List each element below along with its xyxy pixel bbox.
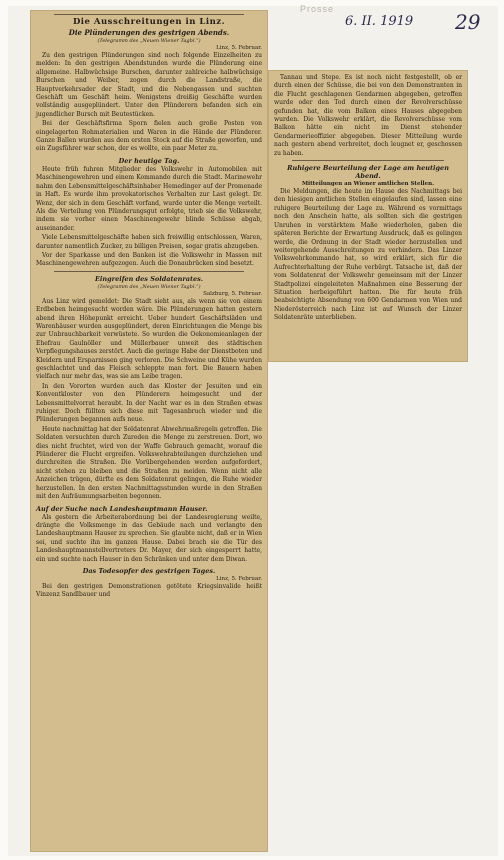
paragraph: Bei den gestrigen Demonstrationen getötete Kriegsinvalide heißt Vinzenz Sandlbauer und — [36, 582, 262, 599]
section-heading: Ruhigere Beurteilung der Lage am heutigen Abend. — [287, 164, 449, 181]
paragraph: Zu den gestrigen Plünderungen sind noch folgende Einzelheiten zu melden: In den gestrigen Abendstunden wurde die Plünderung eine allgemeine. Halbwüchsige Burschen, darunter zahlreiche halbwüchsige Burschen und Weiber, zogen durch die Landstraße, die Hauptverkehrsader der Stadt, und die Nebengassen und suchten Geschäft um Geschäft heim. Wenigstens dreißig Geschäfte wurden vollständig ausgeplündert. Unter den Plünderern befanden sich ein jugendlicher Bursch mit Beutestücken. — [36, 52, 262, 118]
section-rule — [54, 271, 244, 272]
paragraph: Viele Lebensmittelgeschäfte haben sich freiwillig entschlossen, Waren, darunter namentlich Zucker, zu billigen Preisen, sogar gratis abzugeben. — [36, 234, 262, 250]
section-subheading: Mitteilungen an Wiener amtlichen Stellen. — [301, 181, 435, 188]
paragraph: Tannau und Stepe. Es ist noch nicht festgestellt, ob er durch einen der Schüsse, die bei von den Demonstranten in die Flucht geschlagenen Gendarmen abgegeben, getroffen wurde oder den Tod durch einen der Revolverschüsse gefunden hat, die vom Balkon eines Hauses abgegeben wurden. Die Volkswehr erklärt, die Revolverschüsse vom Balkon hätte ein nicht im Dienst stehender Gendarmerieoffizier abgegeben. Dieser Mitteilung wurde nach gestern abend verbreitet, doch leugnet er, geschossen zu haben. — [274, 74, 462, 157]
paragraph: Bei der Geschäftsfirma Sporn fielen auch große Posten von eingelagerten Rohmaterialien und Waren in die Hände der Plünderer. Ganze Ballen wurden aus dem ersten Stock auf die Straße geworfen, und ein Zugsführer war schon, der es wollte, ein paar Meter zu. — [36, 120, 262, 153]
telegram-source: (Telegramm des „Neuen Wiener Tagbl.“) — [97, 38, 201, 44]
dateline: Salzburg, 5. Februar. — [203, 290, 262, 297]
paragraph: Heute früh fuhren Mitglieder des Volkswehr in Automobilen mit Maschinengewehren und einem Kommando durch die Stadt. Marinewehr nahm den Lebensmittelgeschäftsinhaber Hemedinger auf der Promenade in Haft. Es wurde ihm provokatorisches Verhalten zur Last gelegt. Dr. Wenz, der sich in dem Geschäft vorfand, wurde unter die Menge verteilt. Als die Verteilung von Plünderungsgut erfolgte, trieb sie die Volkswehr, indem sie vorher einen Maschinengewehr blinde Schüsse abgab, auseinander. — [36, 165, 262, 232]
dateline: Linz, 5. Februar. — [216, 45, 262, 51]
archive-stamp: Prosse — [300, 4, 335, 14]
section-heading: Das Todesopfer des gestrigen Tages. — [82, 566, 216, 575]
paragraph: Die Meldungen, die heute im Hause des Nachmittags bei den hiesigen amtlichen Stellen eingelaufen sind, lassen eine ruhigere Beurteilung der Lage zu. Während es vormittags noch den Anschein hatte, als sollten sich die gestrigen Unruhen in verstärktem Maße wiederholen, gaben die späteren Berichte der Erwartung Ausdruck, daß es gelingen werde, die Ordnung in der Stadt wieder herzustellen und weitergehende Ausschreitungen zu verhindern. Das Linzer Volkswehrkommando hat, so wird erklärt, sich für die Aufrechterhaltung der Ruhe verbürgt. Tatsache ist, daß der vom Soldatenrat der Volkswehr gemeinsam mit der Linzer Stadtpolizei eingeleiteten Maßnahmen eine Besserung der Situation herbeigeführt hatten. Die für heute früh beabsichtigte Absendung von 600 Gendarmen von Wien und Niederösterreich nach Linz ist auf Wunsch der Linzer Soldatenräte unterblieben. — [274, 188, 462, 322]
section-heading: Eingreifen des Soldatenrates. — [94, 274, 204, 283]
newspaper-clipping-left — [30, 10, 268, 852]
paragraph: In den Vororten wurden auch das Kloster der Jesuiten und ein Konventkloster von den Plünderern heimgesucht und der Lebensmittelvorrat heraubt. In der Nacht war es in den Straßen etwas ruhiger. Doch füllten sich diese mit Tagesanbruch wieder und die Plünderungen begannen aufs neue. — [36, 382, 262, 424]
section-rule — [292, 160, 444, 161]
paragraph: Vor der Sparkasse und den Banken ist die Volkswehr in Massen mit Maschinengewehren aufgezogen. Auch die Donaubrücken sind besetzt. — [36, 251, 262, 268]
section-heading: Auf der Suche nach Landeshauptmann Hauser. — [36, 504, 208, 513]
top-rule — [54, 14, 244, 15]
paragraph: Als gestern die Arbeiterabordnung bei der Landesregierung weilte, drängte die Volksmenge in das Gebäude nach und verlangte den Landeshauptmann Hauser zu sprechen. Sie glaubte nicht, daß er in Wien sei, und suchte ihn im ganzen Hause. Dabei brach sie die Tür des Landeshauptmannstellvertreters Dr. Mayer, der sich eingesperrt hatte, ein und suchte nach Hauser in den Schränken und unter dem Diwan. — [36, 513, 262, 563]
telegram-source: (Telegramm des „Neuen Wiener Tagbl.“) — [97, 283, 201, 290]
paragraph: Heute nachmittag hat der Soldatenrat Abwehrmaßregeln getroffen. Die Soldaten versuchten durch Zureden die Menge zu zerstreuen. Dort, wo dies nicht fruchtet, wird von der Waffe Gebrauch gemacht, worauf die Plünderer die Flucht ergreifen. Volkswehrabteilungen durchziehen und durchreiten die Straßen. Die Vorübergehenden werden aufgefordert, nicht stehen zu bleiben und die Straßen zu meiden. Wenn nicht alle Anzeichen trügen, dürfte es dem Soldatenrat gelingen, die Ruhe wieder herzustellen. In den ersten Nachmittagsstunden wurde in den Straßen mit den Aufräumungsarbeiten begonnen. — [36, 425, 262, 501]
handwritten-date: 6. II. 1919 — [345, 14, 414, 29]
paragraph: Aus Linz wird gemeldet: Die Stadt sieht aus, als wenn sie von einem Erdbeben heimgesucht worden wäre. Die Plünderungen hatten gestern abend ihren Höhepunkt erreicht. Ueber hundert Geschäftsläden und Warenhäuser wurden ausgeplündert, deren Einrichtungen die Menge bis zur Unbrauchbarkeit verwüstete. So wurden die Oekonomieanlagen der Ehefrau Gaulnöller und Müllerbauer unweit des städtischen Verpflegungshauses zerstört. Auch die geringe Habe der Dienstboten und Kleidern und Ersparnissen ging verloren. Die Schweine und Kühe wurden geschlachtet und das Fleisch schleppte man fort. Die Bauern haben vielfach nur mehr das, was sie am Leibe tragen. — [36, 297, 262, 381]
article-subtitle: Die Plünderungen des gestrigen Abends. — [68, 28, 230, 37]
dateline: Linz, 5. Februar. — [216, 575, 262, 582]
article-title: Die Ausschreitungen in Linz. — [72, 17, 226, 27]
newspaper-clipping-right — [268, 70, 468, 362]
section-heading: Der heutige Tag. — [118, 156, 180, 165]
handwritten-page-number: 29 — [455, 10, 481, 34]
